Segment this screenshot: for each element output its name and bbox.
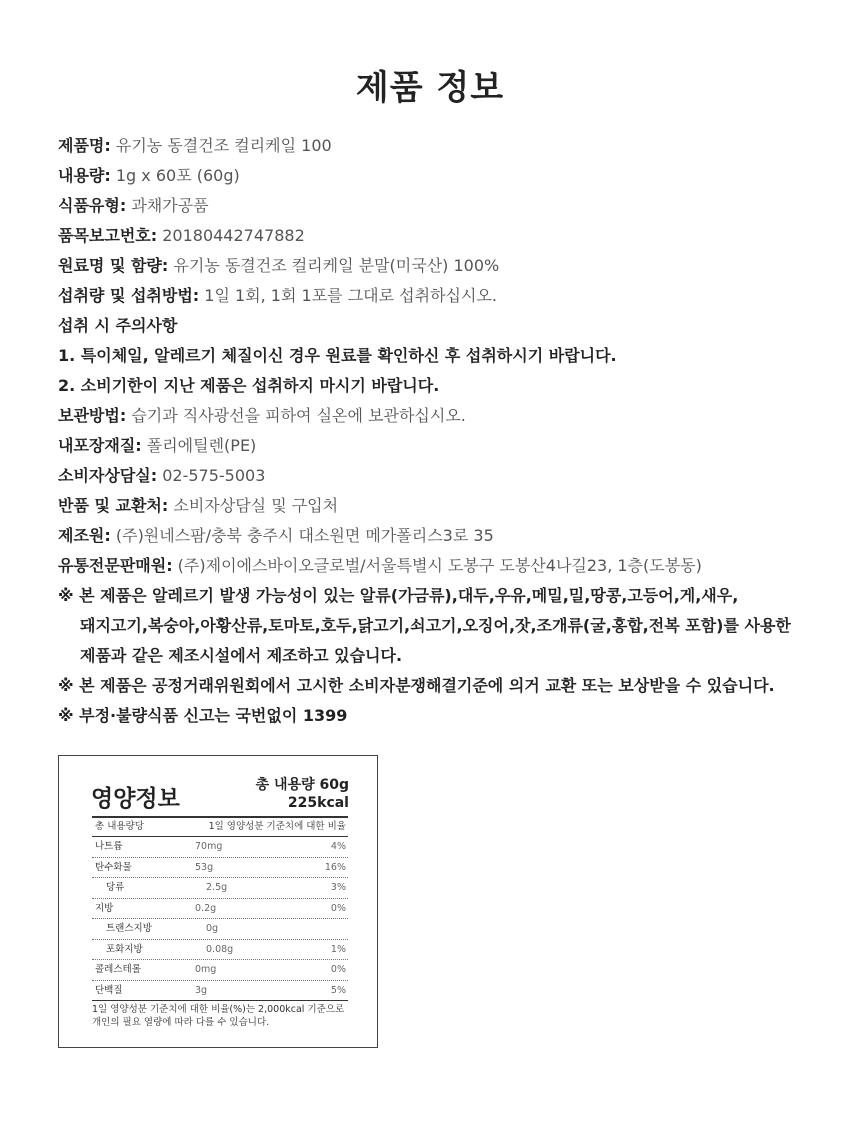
nutrition-footnote (92, 1003, 352, 1029)
nutrient-amount: 53g (195, 861, 214, 873)
nutrition-total-amount: 총 내용량 60g (255, 777, 349, 793)
nutrition-facts-box (58, 755, 378, 1048)
info-value: 20180442747882 (157, 226, 305, 245)
info-value: 유기농 동결건조 컬리케일 분말(미국산) 100% (168, 256, 500, 275)
info-label: 반품 및 교환처: (58, 496, 169, 515)
nutrient-pct: 1% (330, 943, 346, 955)
info-value: 02-575-5003 (157, 466, 266, 485)
nutrition-total-kcal: 225kcal (287, 795, 349, 811)
nutrient-pct: 5% (330, 984, 346, 996)
info-value: (주)원네스팜/충북 충주시 대소원면 메가폴리스3로 35 (110, 526, 494, 545)
nutrition-row (92, 858, 348, 879)
allergy-notice-line-2: 돼지고기,복숭아,아황산류,토마토,호두,닭고기,쇠고기,오징어,잣,조개류(굴,홍합,전복 포함)를 사용한 (80, 616, 791, 635)
nutrient-name: 포화지방 (106, 943, 143, 955)
allergy-notice-line-1: ※ 본 제품은 알레르기 발생 가능성이 있는 알류(가금류),대두,우유,메밀,밀,땅콩,고등어,게,새우, (58, 586, 739, 605)
nutrient-name: 탄수화물 (95, 861, 132, 873)
info-value: 유기농 동결건조 컬리케일 100 (110, 136, 332, 155)
info-value: 과채가공품 (126, 196, 209, 215)
caution-item-1: 1. 특이체일, 알레르기 체질이신 경우 원료를 확인하신 후 섭취하시기 바랍니다. (58, 346, 617, 365)
info-label: 원료명 및 함량: (58, 256, 169, 275)
nutrition-total (256, 776, 349, 812)
info-row-dosage (58, 281, 818, 311)
info-label: 내포장재질: (58, 436, 142, 455)
nutrition-footnote-line-1: 1일 영양성분 기준치에 대한 비율(%)는 2,000kcal 기준으로 (92, 1004, 345, 1015)
nutrition-row (92, 919, 348, 940)
info-row-distributor (58, 551, 818, 581)
nutrient-name: 단백질 (95, 984, 123, 996)
info-row-product-name (58, 131, 818, 161)
exchange-notice: ※ 본 제품은 공정거래위원회에서 고시한 소비자분쟁해결기준에 의거 교환 또는 보상받을 수 있습니다. (58, 676, 775, 695)
info-value: 1일 1회, 1회 1포를 그대로 섭취하십시오. (199, 286, 497, 305)
info-label: 제품명: (58, 136, 111, 155)
nutrient-name: 나트륨 (95, 841, 123, 852)
nutrient-pct: 0% (330, 964, 346, 975)
nutrition-header-left: 총 내용량당 (95, 821, 144, 832)
info-label: 소비자상담실: (58, 466, 158, 485)
info-row-storage (58, 401, 818, 431)
caution-title: 섭취 시 주의사항 (58, 316, 178, 335)
nutrient-amount: 0.2g (195, 902, 217, 914)
info-row-content (58, 161, 818, 191)
nutrition-table (92, 816, 348, 1001)
info-label: 섭취량 및 섭취방법: (58, 286, 200, 305)
nutrient-amount: 70mg (195, 841, 223, 852)
info-row-food-type (58, 191, 818, 221)
nutrition-footnote-line-2: 개인의 필요 열량에 따라 다를 수 있습니다. (92, 1017, 270, 1028)
info-label: 내용량: (58, 166, 111, 185)
nutrition-header-right: 1일 영양성분 기준치에 대한 비율 (208, 821, 346, 832)
info-row-report-number (58, 221, 818, 251)
info-value: 1g x 60포 (60g) (110, 166, 240, 185)
nutrient-pct: 0% (330, 902, 346, 914)
allergy-notice (58, 581, 818, 671)
nutrition-row (92, 899, 348, 920)
info-label: 유통전문판매원: (58, 556, 173, 575)
info-label: 식품유형: (58, 196, 127, 215)
nutrition-table-header (92, 818, 348, 837)
nutrient-pct: 16% (324, 861, 346, 873)
info-row-manufacturer (58, 521, 818, 551)
product-info (58, 131, 818, 731)
info-label: 보관방법: (58, 406, 127, 425)
info-label: 품목보고번호: (58, 226, 158, 245)
nutrient-amount: 2.5g (206, 882, 228, 893)
info-row-packaging (58, 431, 818, 461)
nutrient-name: 콜레스테롤 (95, 964, 141, 975)
info-label: 제조원: (58, 526, 111, 545)
info-row-returns (58, 491, 818, 521)
nutrient-name: 당류 (106, 882, 125, 893)
report-notice: ※ 부정·불량식품 신고는 국번없이 1399 (58, 706, 348, 725)
nutrition-title: 영양정보 (91, 786, 180, 812)
nutrient-pct: 3% (330, 882, 346, 893)
info-value: (주)제이에스바이오글로벌/서울특별시 도봉구 도봉산4나길23, 1층(도봉동) (172, 556, 702, 575)
info-value: 폴리에틸렌(PE) (141, 436, 257, 455)
nutrition-row (92, 940, 348, 961)
nutrition-row (92, 878, 348, 899)
nutrient-amount: 0mg (195, 964, 217, 975)
nutrient-amount: 0g (206, 923, 219, 934)
nutrient-pct (296, 919, 348, 939)
info-row-consumer-center (58, 461, 818, 491)
info-value: 습기과 직사광선을 피하여 실온에 보관하십시오. (126, 406, 466, 425)
info-value: 소비자상담실 및 구입처 (168, 496, 339, 515)
nutrient-pct: 4% (330, 841, 346, 852)
caution-item-2: 2. 소비기한이 지난 제품은 섭취하지 마시기 바랍니다. (58, 376, 440, 395)
nutrition-row (92, 960, 348, 981)
nutrient-amount: 0.08g (206, 943, 234, 955)
nutrient-name: 지방 (95, 902, 114, 914)
nutrient-name: 트랜스지방 (106, 923, 152, 934)
nutrient-amount: 3g (195, 984, 208, 996)
nutrition-row (92, 981, 348, 1002)
allergy-notice-line-3: 제품과 같은 제조시설에서 제조하고 있습니다. (80, 646, 403, 665)
nutrition-row (92, 837, 348, 858)
info-row-ingredients (58, 251, 818, 281)
page-title: 제품 정보 (355, 68, 505, 108)
